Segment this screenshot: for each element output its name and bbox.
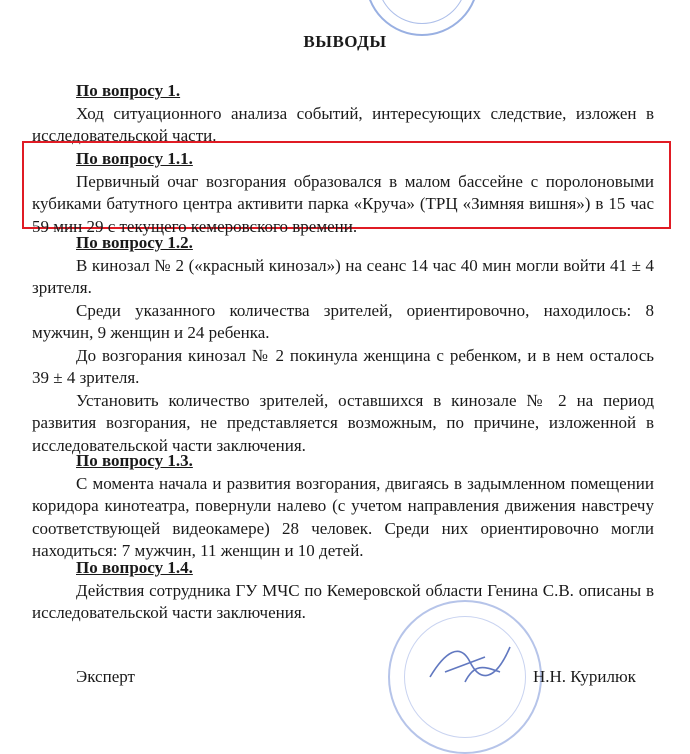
section-paragraph: В кинозал № 2 («красный кинозал») на сеанс 14 час 40 мин могли войти 41 ± 4 зрителя. [32, 255, 654, 297]
section-paragraph: Первичный очаг возгорания образовался в малом бассейне с поролоновыми кубиками батутного центра активити парка «Круча» (ТРЦ «Зимняя вишня») в 15 час 59 мин 29 с текущего кемеровского времени. [32, 171, 654, 236]
section-heading: По вопросу 1.3. [76, 451, 193, 470]
section-heading: По вопросу 1. [76, 81, 181, 100]
official-stamp-top [365, 0, 479, 36]
handwritten-signature [425, 632, 515, 692]
section-paragraph: С момента начала и развития возгорания, двигаясь в задымленном помещении коридора кинотеатра, повернули налево (с учетом направления движения навстречу соответствующей видеокамере) 28 человек. Среди них ориентировочно могли находиться: 7 мужчин, 11 женщин и 10 детей. [32, 473, 654, 560]
expert-name: Н.Н. Курилюк [533, 667, 636, 686]
section-paragraph: Ход ситуационного анализа событий, интересующих следствие, изложен в исследовательской части. [32, 103, 654, 145]
section-1 [32, 80, 654, 148]
section-heading: По вопросу 1.1. [76, 149, 193, 168]
section-1-2 [32, 232, 654, 457]
section-paragraph: Установить количество зрителей, оставшихся в кинозале № 2 на период развития возгорания, не представляется возможным, по причине, изложенной в исследовательской части заключения. [32, 390, 654, 455]
section-heading: По вопросу 1.2. [76, 233, 193, 252]
section-1-3 [32, 450, 654, 563]
section-paragraph: Среди указанного количества зрителей, ориентировочно, находилось: 8 мужчин, 9 женщин и 24 ребенка. [32, 300, 654, 342]
document-title: ВЫВОДЫ [303, 32, 387, 51]
section-heading: По вопросу 1.4. [76, 558, 193, 577]
section-paragraph: Действия сотрудника ГУ МЧС по Кемеровской области Генина С.В. описаны в исследовательской части заключения. [32, 580, 654, 622]
section-1-4 [32, 557, 654, 625]
expert-label: Эксперт [76, 667, 135, 686]
section-1-1 [32, 148, 654, 238]
section-paragraph: До возгорания кинозал № 2 покинула женщина с ребенком, и в нем осталось 39 ± 4 зрителя. [32, 345, 654, 387]
